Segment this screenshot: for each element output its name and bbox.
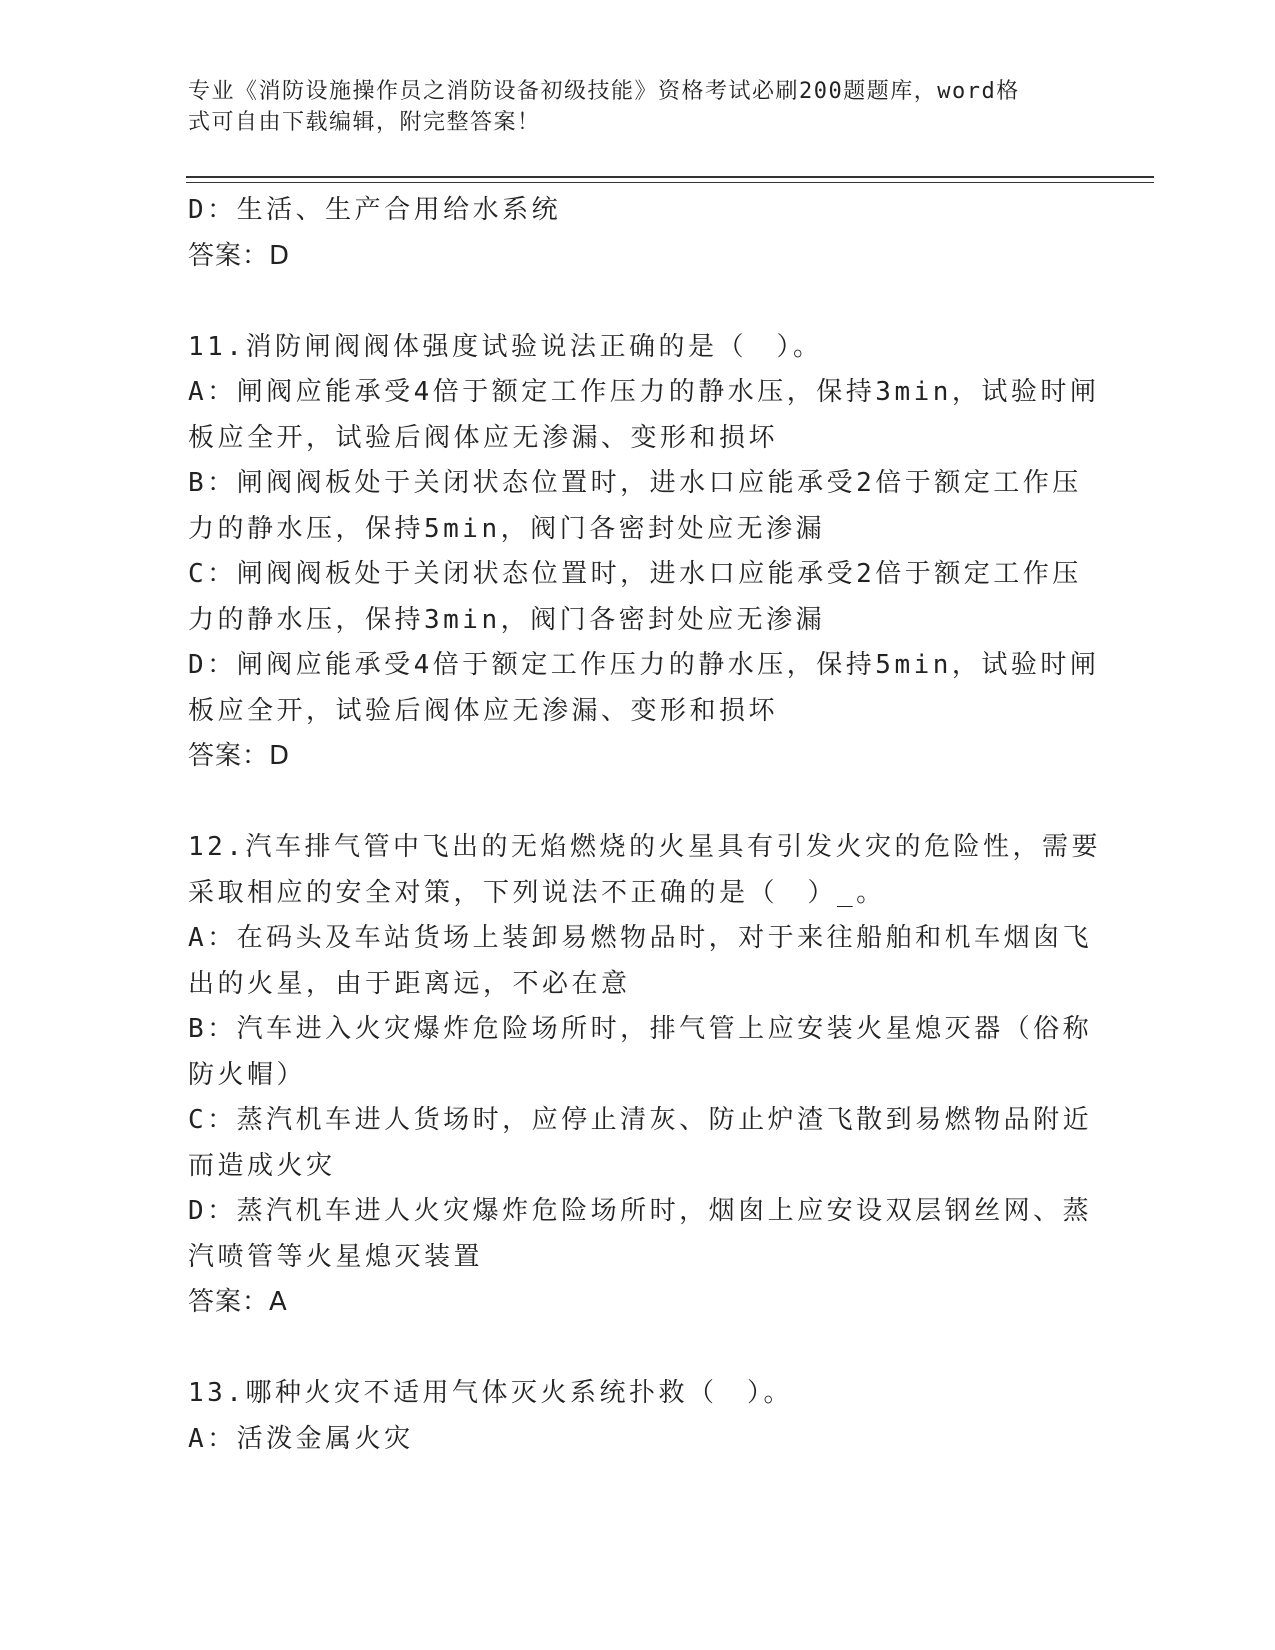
header-rule-thick [186,176,1154,178]
question-stem: 12.汽车排气管中飞出的无焰燃烧的火星具有引发火灾的危险性，需要 [188,832,1101,862]
option-a: A：闸阀应能承受4倍于额定工作压力的静水压，保持3min，试验时闸 [188,377,1100,407]
question-block-11 [188,325,1100,780]
option-c: C：闸阀阀板处于关闭状态位置时，进水口应能承受2倍于额定工作压 [188,559,1082,589]
header-rule-thin [186,182,1154,183]
question-stem-continued: 采取相应的安全对策，下列说法不正确的是（ ）_。 [188,877,886,908]
document-body [188,188,1101,1462]
question-stem: 13.哪种火灾不适用气体灭火系统扑救（ ）。 [188,1378,793,1408]
header-line-2: 式可自由下载编辑，附完整答案！ [188,110,541,135]
question-block-13 [188,1371,1088,1462]
option-c: C：蒸汽机车进人货场时，应停止清灰、防止炉渣飞散到易燃物品附近 [188,1105,1093,1135]
option-b-continued: 力的静水压，保持5min，阀门各密封处应无渗漏 [188,513,826,544]
option-a-continued: 板应全开，试验后阀体应无渗漏、变形和损坏 [188,422,779,453]
option-b-continued: 防火帽） [188,1059,307,1090]
answer-line: 答案：A [188,1287,288,1317]
option-d-continued: 板应全开，试验后阀体应无渗漏、变形和损坏 [188,695,779,726]
option-d: D：生活、生产合用给水系统 [188,195,562,225]
question-block-10-tail [188,188,1088,279]
question-stem: 11.消防闸阀阀体强度试验说法正确的是（ ）。 [188,331,823,362]
header-line-1: 专业《消防设施操作员之消防设备初级技能》资格考试必刷200题题库，word格 [188,79,1020,104]
block-spacer [188,780,1088,826]
option-d: D：蒸汽机车进人火灾爆炸危险场所时，烟囱上应安设双层钢丝网、蒸 [188,1196,1093,1226]
option-c-continued: 而造成火灾 [188,1150,336,1181]
document-header [188,76,1078,138]
option-a-continued: 出的火星，由于距离远，不必在意 [188,968,631,999]
answer-line: 答案：D [188,240,291,271]
option-c-continued: 力的静水压，保持3min，阀门各密封处应无渗漏 [188,604,826,635]
block-spacer [188,1326,1088,1372]
block-spacer [188,279,1088,325]
answer-line: 答案：D [188,741,291,771]
option-d: D：闸阀应能承受4倍于额定工作压力的静水压，保持5min，试验时闸 [188,650,1100,680]
option-a: A：在码头及车站货场上装卸易燃物品时，对于来往船舶和机车烟囱飞 [188,923,1093,953]
option-b: B：汽车进入火灾爆炸危险场所时，排气管上应安装火星熄灭器（俗称 [188,1014,1093,1044]
question-block-12 [188,825,1101,1326]
option-a: A：活泼金属火灾 [188,1423,414,1454]
option-d-continued: 汽喷管等火星熄灭装置 [188,1241,484,1272]
option-b: B：闸阀阀板处于关闭状态位置时，进水口应能承受2倍于额定工作压 [188,468,1082,498]
